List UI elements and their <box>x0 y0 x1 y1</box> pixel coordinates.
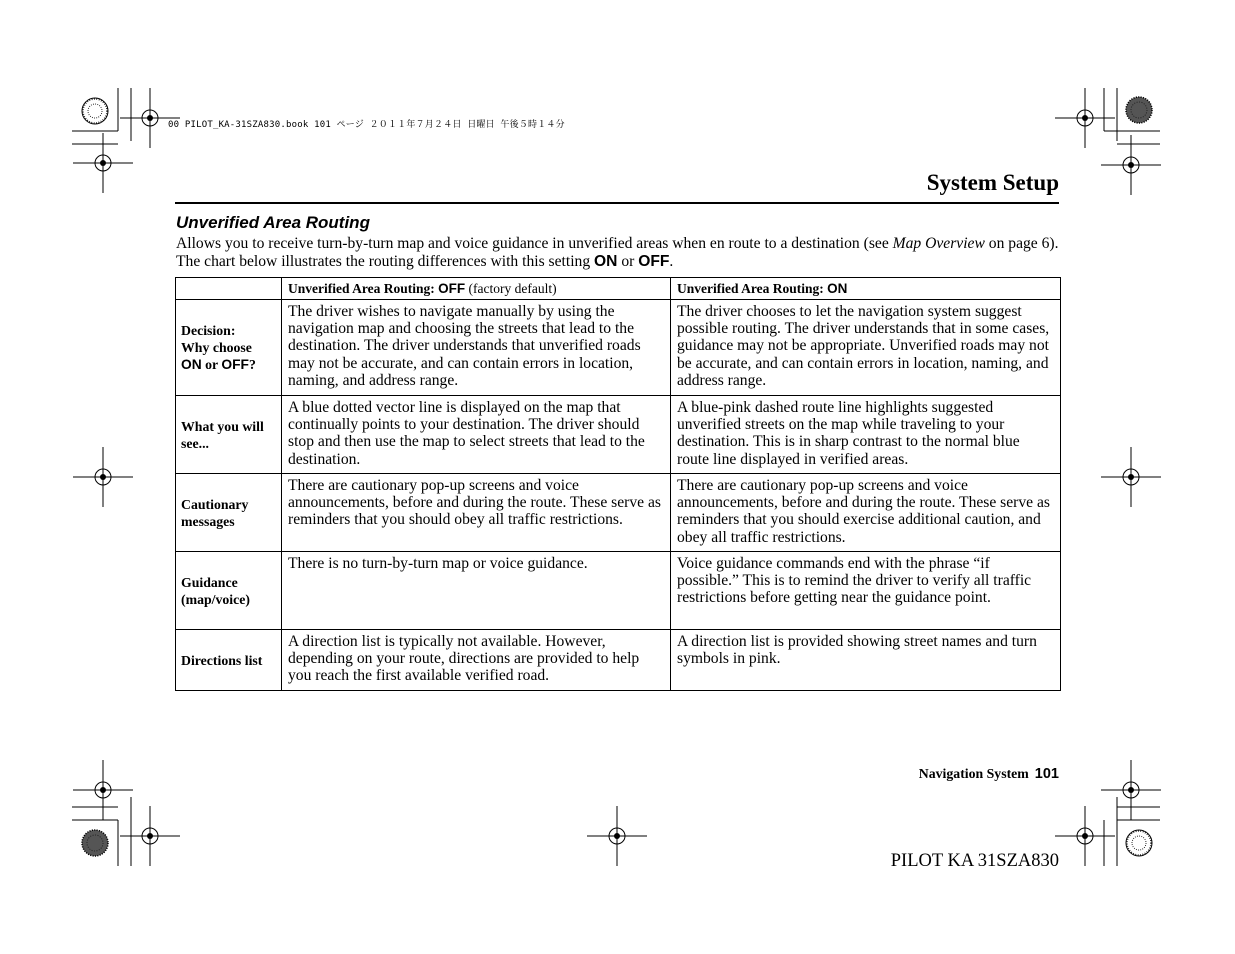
intro-text: on page 6). The chart below illustrates the routing differences with this setting <box>176 235 1059 270</box>
setting-on: ON <box>181 357 202 372</box>
page-title: System Setup <box>926 170 1059 195</box>
cell-off: There are cautionary pop-up screens and voice announcements, before and during the route. These serve as reminders that you should obey all traffic restrictions. <box>282 474 671 552</box>
crosshair-icon <box>1101 760 1161 820</box>
column-header-on <box>671 278 1061 300</box>
row-header: Directions list <box>176 630 282 691</box>
row-header-text: Decision: <box>181 323 236 338</box>
row-header: What you will see... <box>176 396 282 474</box>
table-row <box>176 552 1061 630</box>
crosshair-icon <box>73 133 133 193</box>
row-header: Guidance (map/voice) <box>176 552 282 630</box>
setting-on: ON <box>594 253 618 270</box>
intro-text: Allows you to receive turn-by-turn map and voice guidance in unverified areas when en route to a destination (see <box>176 235 893 252</box>
intro-text: or <box>617 253 639 270</box>
row-header <box>176 300 282 396</box>
crosshair-icon <box>1055 88 1115 148</box>
setting-off: OFF <box>221 357 249 372</box>
cell-off: A direction list is typically not available. However, depending on your route, directions are provided to help you reach the first available verified road. <box>282 630 671 691</box>
row-header: Cautionary messages <box>176 474 282 552</box>
print-header: 00 PILOT_KA-31SZA830.book 101 ページ ２０１１年７月２４日 日曜日 午後５時１４分 <box>168 120 565 130</box>
registration-wheel-icon <box>82 830 108 856</box>
column-header-off <box>282 278 671 300</box>
column-header-value: ON <box>827 281 848 296</box>
cell-on: Voice guidance commands end with the phrase “if possible.” This is to remind the driver to verify all traffic restrictions before getting near the guidance point. <box>671 552 1061 630</box>
crosshair-icon <box>1101 447 1161 507</box>
registration-wheel-icon <box>82 98 108 124</box>
column-header-note: (factory default) <box>465 281 557 296</box>
intro-reference: Map Overview <box>892 235 985 252</box>
crosshair-icon <box>1055 806 1115 866</box>
table-row <box>176 300 1061 396</box>
intro-paragraph <box>176 235 1060 271</box>
title-rule <box>175 202 1059 204</box>
page-number: 101 <box>1034 766 1059 782</box>
cell-off: The driver wishes to navigate manually by using the navigation map and choosing the streets that lead to the destination. The driver understands that unverified roads may not be accurate, and can contain errors in location, naming, and address range. <box>282 300 671 396</box>
registration-wheel-icon <box>1126 97 1152 123</box>
column-header-value: OFF <box>438 281 466 296</box>
row-header-text: or <box>201 357 222 372</box>
empty-header-cell <box>176 278 282 300</box>
section-heading: Unverified Area Routing <box>176 213 370 232</box>
crosshair-icon <box>587 806 647 866</box>
cell-off: A blue dotted vector line is displayed on the map that continually points to your destination. The driver should stop and then use the map to select streets that lead to the destination. <box>282 396 671 474</box>
table-row <box>176 396 1061 474</box>
table-row <box>176 474 1061 552</box>
setting-off: OFF <box>638 253 670 270</box>
column-header-label: Unverified Area Routing: <box>677 281 828 296</box>
crosshair-icon <box>73 760 133 820</box>
cell-on: A blue-pink dashed route line highlights suggested unverified streets on the map while traveling to your destination. This is in sharp contrast to the normal blue route line displayed in verified areas. <box>671 396 1061 474</box>
footer-section-name: Navigation System <box>918 766 1029 781</box>
page-footer <box>919 766 1059 782</box>
cell-off: There is no turn-by-turn map or voice guidance. <box>282 552 671 630</box>
column-header-label: Unverified Area Routing: <box>288 281 439 296</box>
cell-on: The driver chooses to let the navigation system suggest possible routing. The driver understands that in some cases, guidance may not be appropriate. Unverified roads may not be accurate, and can contain errors in location, naming, and address range. <box>671 300 1061 396</box>
model-code: PILOT KA 31SZA830 <box>890 851 1059 871</box>
cell-on: There are cautionary pop-up screens and voice announcements, before and during the route. These serve as reminders that you should exercise additional caution, and obey all traffic restrictions. <box>671 474 1061 552</box>
routing-comparison-table <box>175 277 1061 691</box>
crosshair-icon <box>120 806 180 866</box>
registration-wheel-icon <box>1126 830 1152 856</box>
row-header-text: ? <box>248 357 256 372</box>
intro-text: . <box>669 253 674 270</box>
row-header-text: Why choose <box>181 340 252 355</box>
cell-on: A direction list is provided showing street names and turn symbols in pink. <box>671 630 1061 691</box>
table-header-row <box>176 278 1061 300</box>
table-row <box>176 630 1061 691</box>
crosshair-icon <box>73 447 133 507</box>
